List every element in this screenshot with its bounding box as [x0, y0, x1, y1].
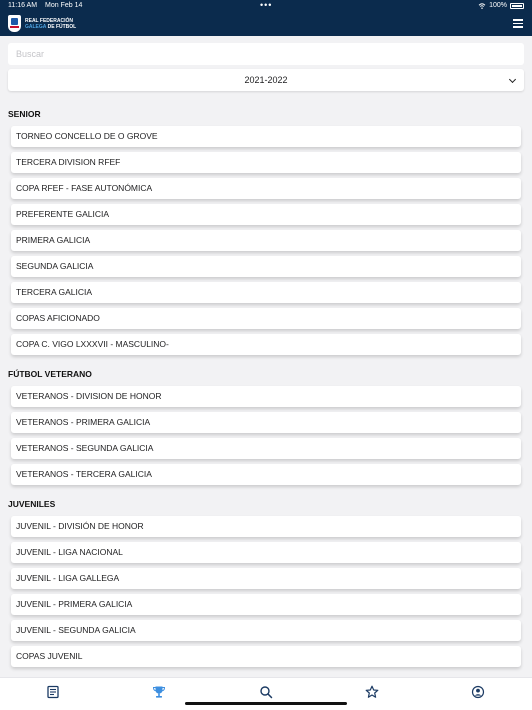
bottom-tab-bar: [0, 677, 532, 710]
battery-percent: 100%: [489, 2, 507, 9]
brand-line-2: [25, 24, 76, 30]
section-title-juveniles: JUVENILES: [8, 499, 56, 509]
status-date: Mon Feb 14: [45, 2, 83, 9]
competition-item[interactable]: COPA C. VIGO LXXXVII - MASCULINO-: [11, 334, 521, 355]
news-icon[interactable]: [46, 685, 60, 699]
competition-item[interactable]: VETERANOS - DIVISION DE HONOR: [11, 386, 521, 407]
competition-item[interactable]: TORNEO CONCELLO DE O GROVE: [11, 126, 521, 147]
brand-accent: GALEGA: [25, 23, 47, 30]
section-title-veteranos: FÚTBOL VETERANO: [8, 369, 92, 379]
star-icon[interactable]: [365, 685, 379, 699]
competition-item[interactable]: PREFERENTE GALICIA: [11, 204, 521, 225]
competition-item[interactable]: COPAS AFICIONADO: [11, 308, 521, 329]
wifi-icon: [478, 3, 486, 9]
competition-item[interactable]: TERCERA GALICIA: [11, 282, 521, 303]
competition-item[interactable]: TERCERA DIVISION RFEF: [11, 152, 521, 173]
competition-item[interactable]: JUVENIL - SEGUNDA GALICIA: [11, 620, 521, 641]
competition-item[interactable]: PRIMERA GALICIA: [11, 230, 521, 251]
competition-item[interactable]: JUVENIL - LIGA NACIONAL: [11, 542, 521, 563]
status-right: [478, 2, 524, 9]
brand-line-2-rest: DE FÚTBOL: [46, 23, 77, 30]
competition-item[interactable]: VETERANOS - TERCERA GALICIA: [11, 464, 521, 485]
status-bar: [0, 0, 532, 12]
status-time: 11:16 AM: [8, 2, 38, 9]
battery-icon: [510, 3, 524, 9]
chevron-down-icon: [509, 76, 516, 83]
user-icon[interactable]: [471, 685, 485, 699]
competition-item[interactable]: COPA RFEF - FASE AUTONÓMICA: [11, 178, 521, 199]
trophy-icon[interactable]: [152, 685, 166, 699]
competition-item[interactable]: JUVENIL - LIGA GALLEGA: [11, 568, 521, 589]
competition-item[interactable]: JUVENIL - PRIMERA GALICIA: [11, 594, 521, 615]
status-left: [8, 2, 88, 9]
multitasking-dots-icon[interactable]: •••: [260, 0, 273, 10]
home-indicator[interactable]: [185, 702, 347, 705]
competition-item[interactable]: JUVENIL - DIVISIÓN DE HONOR: [11, 516, 521, 537]
section-title-senior: SENIOR: [8, 109, 41, 119]
brand-logo[interactable]: [8, 15, 76, 32]
brand-text: [25, 18, 76, 30]
hamburger-menu-icon[interactable]: [513, 19, 523, 28]
competition-item[interactable]: COPAS JUVENIL: [11, 646, 521, 667]
competition-item[interactable]: VETERANOS - PRIMERA GALICIA: [11, 412, 521, 433]
season-select[interactable]: [8, 69, 524, 91]
search-icon[interactable]: [259, 685, 273, 699]
competition-item[interactable]: SEGUNDA GALICIA: [11, 256, 521, 277]
competition-item[interactable]: VETERANOS - SEGUNDA GALICIA: [11, 438, 521, 459]
season-selected-value: 2021-2022: [244, 75, 288, 85]
search-input[interactable]: [8, 43, 524, 65]
crest-icon: [8, 15, 21, 32]
brand-line-1: REAL FEDERACIÓN: [25, 17, 73, 24]
app-header: [0, 12, 532, 36]
